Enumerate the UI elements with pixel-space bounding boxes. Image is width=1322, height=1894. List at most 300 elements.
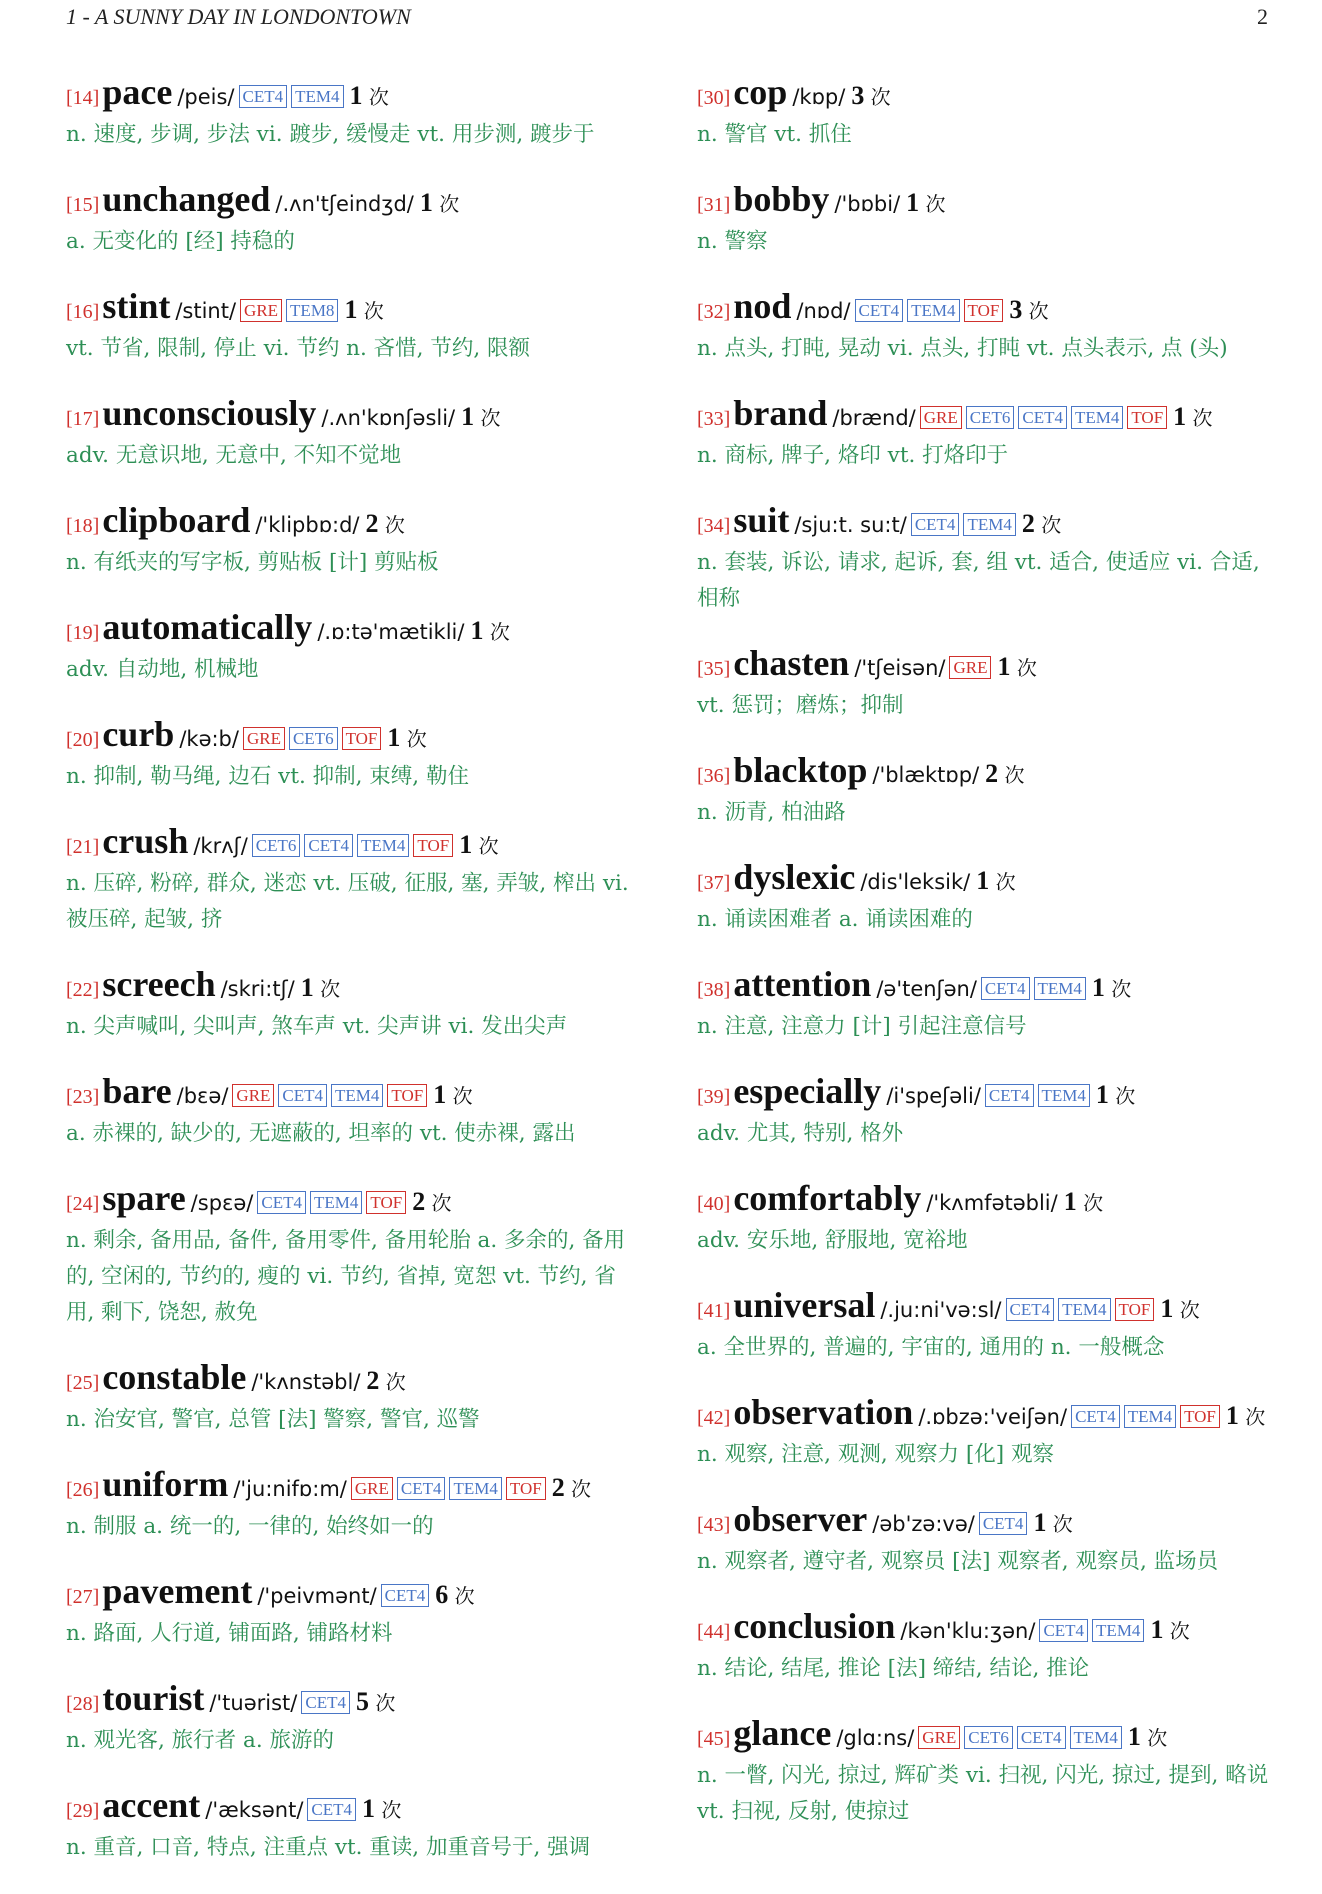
entry-index: [27] (66, 1586, 100, 1608)
occurrence-count (433, 1080, 473, 1109)
count-suffix: 次 (454, 1584, 475, 1608)
pronunciation: /krʌʃ/ (193, 834, 248, 858)
entry-headline (697, 1287, 1272, 1330)
exam-tag: GRE (949, 656, 991, 679)
entry-index: [18] (66, 515, 100, 537)
definition: a. 赤裸的, 缺少的, 无遮蔽的, 坦率的 vt. 使赤裸, 露出 (66, 1121, 576, 1146)
headword: uniform (102, 1464, 229, 1504)
exam-tag: CET4 (1017, 1726, 1066, 1749)
occurrence-count (362, 1794, 402, 1823)
count-number: 1 (419, 188, 433, 217)
occurrence-count (851, 81, 891, 110)
entry-index: [40] (697, 1193, 731, 1215)
count-number: 2 (985, 759, 999, 788)
exam-tag: CET4 (981, 977, 1030, 1000)
entry-index: [42] (697, 1407, 731, 1429)
entry-headline (66, 1180, 641, 1223)
definition: n. 治安官, 警官, 总管 [法] 警察, 警官, 巡警 (66, 1407, 480, 1432)
pronunciation: /.ʌn'kɒnʃəsli/ (321, 406, 456, 430)
definition: n. 观察, 注意, 观测, 观察力 [化] 观察 (697, 1442, 1054, 1467)
exam-tag: TEM4 (963, 513, 1015, 536)
count-suffix: 次 (381, 1798, 402, 1822)
entry-headline (66, 502, 641, 545)
entry-headline (66, 1787, 641, 1830)
headword: bare (102, 1071, 172, 1111)
definition: n. 警察 (697, 229, 768, 254)
count-suffix: 次 (1192, 406, 1213, 430)
count-number: 5 (355, 1687, 369, 1716)
count-number: 1 (387, 723, 401, 752)
count-number: 2 (365, 509, 379, 538)
exam-tag: GRE (920, 406, 962, 429)
entry-index: [30] (697, 87, 731, 109)
vocab-entry (697, 1715, 1272, 1830)
entry-headline (66, 1573, 641, 1616)
pronunciation: /peis/ (177, 85, 235, 109)
exam-tag: TEM4 (1124, 1405, 1176, 1428)
definition: n. 商标, 牌子, 烙印 vt. 打烙印于 (697, 443, 1009, 468)
exam-tag: GRE (240, 299, 282, 322)
count-suffix: 次 (1004, 763, 1025, 787)
definition: n. 警官 vt. 抓住 (697, 122, 852, 147)
count-suffix: 次 (995, 870, 1016, 894)
exam-tag: TEM4 (357, 834, 409, 857)
headword: unchanged (102, 179, 271, 219)
entry-headline (697, 288, 1272, 331)
pronunciation: /bɛə/ (176, 1084, 229, 1108)
exam-tag: TOF (387, 1084, 427, 1107)
definition: n. 观察者, 遵守者, 观察员 [法] 观察者, 观察员, 监场员 (697, 1549, 1219, 1574)
vocab-entry (697, 859, 1272, 938)
occurrence-count (1063, 1187, 1104, 1216)
exam-tag: GRE (918, 1726, 960, 1749)
exam-tag: CET4 (278, 1084, 327, 1107)
count-suffix: 次 (1083, 1191, 1104, 1215)
entry-index: [43] (697, 1514, 731, 1536)
pronunciation: /'blæktɒp/ (872, 763, 980, 787)
exam-tag: TEM4 (1058, 1298, 1110, 1321)
pronunciation: /kən'klu:ʒən/ (900, 1619, 1036, 1643)
definition: n. 剩余, 备用品, 备件, 备用零件, 备用轮胎 a. 多余的, 备用的, 空闲的, 节约的, 瘦的 vi. 节约, 省掉, 宽恕 vt. 节约, 省用, 剩下, 饶恕, 赦免 (66, 1228, 626, 1325)
vocab-entry (697, 966, 1272, 1045)
headword: comfortably (733, 1178, 922, 1218)
entry-headline (697, 74, 1272, 117)
count-suffix: 次 (478, 834, 499, 858)
headword: chasten (733, 643, 850, 683)
count-number: 1 (1063, 1187, 1077, 1216)
headword: automatically (102, 607, 313, 647)
pronunciation: /'ju:nifɒ:m/ (233, 1477, 347, 1501)
occurrence-count (1021, 509, 1062, 538)
count-suffix: 次 (452, 1084, 473, 1108)
vocab-entry (66, 74, 641, 153)
occurrence-count (300, 973, 341, 1002)
definition: n. 沥青, 柏油路 (697, 800, 846, 825)
count-number: 3 (851, 81, 865, 110)
entry-headline (66, 1073, 641, 1116)
exam-tag: TOF (366, 1191, 406, 1214)
entry-headline (697, 181, 1272, 224)
count-number: 1 (906, 188, 920, 217)
exam-tag: CET4 (1071, 1405, 1120, 1428)
pronunciation: /'kʌmfətəbli/ (926, 1191, 1058, 1215)
exam-tag: TOF (413, 834, 453, 857)
count-number: 3 (1009, 295, 1023, 324)
exam-tag: CET4 (1039, 1619, 1088, 1642)
occurrence-count (1095, 1080, 1136, 1109)
entry-index: [37] (697, 872, 731, 894)
vocab-entry (66, 1787, 641, 1866)
entry-headline (66, 1680, 641, 1723)
count-suffix: 次 (1147, 1726, 1168, 1750)
definition: n. 速度, 步调, 步法 vi. 踱步, 缓慢走 vt. 用步测, 踱步于 (66, 122, 595, 147)
occurrence-count (412, 1187, 452, 1216)
pronunciation: /.ʌn'tʃeindʒd/ (275, 192, 414, 216)
definition: n. 注意, 注意力 [计] 引起注意信号 (697, 1014, 1027, 1039)
count-number: 1 (433, 1080, 447, 1109)
definition: a. 全世界的, 普遍的, 宇宙的, 通用的 n. 一般概念 (697, 1335, 1165, 1360)
exam-tag: CET4 (1006, 1298, 1055, 1321)
pronunciation: /'klipbɒ:d/ (255, 513, 360, 537)
page-header (66, 4, 1268, 32)
occurrence-count (1225, 1401, 1266, 1430)
exam-tag: TEM4 (310, 1191, 362, 1214)
pronunciation: /'bɒbi/ (834, 192, 901, 216)
count-suffix: 次 (571, 1477, 592, 1501)
count-suffix: 次 (431, 1191, 452, 1215)
pronunciation: /dis'leksik/ (860, 870, 971, 894)
entry-index: [35] (697, 658, 731, 680)
pronunciation: /skri:tʃ/ (220, 977, 295, 1001)
count-number: 2 (551, 1473, 565, 1502)
entry-headline (66, 288, 641, 331)
left-column (66, 74, 641, 1894)
headword: blacktop (733, 750, 868, 790)
exam-tag: CET6 (252, 834, 301, 857)
entry-headline (697, 859, 1272, 902)
count-suffix: 次 (1245, 1405, 1266, 1429)
pronunciation: /brænd/ (832, 406, 916, 430)
count-number: 1 (1160, 1294, 1174, 1323)
entry-index: [22] (66, 979, 100, 1001)
vocab-entry (697, 1180, 1272, 1259)
pronunciation: /kə:b/ (179, 727, 239, 751)
vocab-entry (66, 609, 641, 688)
vocab-entry (66, 1466, 641, 1545)
definition: n. 一瞥, 闪光, 掠过, 辉矿类 vi. 扫视, 闪光, 掠过, 提到, 略说 vt. 扫视, 反射, 使掠过 (697, 1763, 1269, 1824)
count-suffix: 次 (320, 977, 341, 1001)
entry-index: [36] (697, 765, 731, 787)
exam-tag: TOF (1115, 1298, 1155, 1321)
definition: n. 重音, 口音, 特点, 注重点 vt. 重读, 加重音号于, 强调 (66, 1835, 591, 1860)
entry-index: [31] (697, 194, 731, 216)
headword: cop (733, 72, 788, 112)
entry-headline (66, 823, 641, 866)
count-number: 1 (1033, 1508, 1047, 1537)
occurrence-count (985, 759, 1025, 788)
entry-index: [20] (66, 729, 100, 751)
count-suffix: 次 (385, 1370, 406, 1394)
count-number: 2 (1021, 509, 1035, 538)
exam-tag: TOF (506, 1477, 546, 1500)
count-suffix: 次 (406, 727, 427, 751)
count-number: 1 (300, 973, 314, 1002)
vocab-entry (66, 966, 641, 1045)
vocab-entry (697, 502, 1272, 617)
occurrence-count (461, 402, 501, 431)
entry-index: [15] (66, 194, 100, 216)
entry-headline (697, 1073, 1272, 1116)
definition: n. 结论, 结尾, 推论 [法] 缔结, 结论, 推论 (697, 1656, 1090, 1681)
definition: n. 制服 a. 统一的, 一律的, 始终如一的 (66, 1514, 434, 1539)
definition: adv. 自动地, 机械地 (66, 657, 259, 682)
entry-index: [23] (66, 1086, 100, 1108)
definition: adv. 尤其, 特别, 格外 (697, 1121, 904, 1146)
pronunciation: /glɑ:ns/ (836, 1726, 915, 1750)
occurrence-count (344, 295, 384, 324)
vocab-entry (66, 1680, 641, 1759)
pronunciation: /ə'tenʃən/ (876, 977, 977, 1001)
pronunciation: /.ɒ:tə'mætikli/ (317, 620, 465, 644)
pronunciation: /əb'zə:və/ (872, 1512, 975, 1536)
occurrence-count (459, 830, 499, 859)
entry-headline (66, 395, 641, 438)
headword: stint (102, 286, 171, 326)
occurrence-count (419, 188, 460, 217)
exam-tag: CET6 (964, 1726, 1013, 1749)
entry-headline (66, 1466, 641, 1509)
pronunciation: /'kʌnstəbl/ (251, 1370, 361, 1394)
occurrence-count (551, 1473, 592, 1502)
pronunciation: /'æksənt/ (205, 1798, 304, 1822)
definition: a. 无变化的 [经] 持稳的 (66, 229, 295, 254)
pronunciation: /spɛə/ (190, 1191, 254, 1215)
entry-index: [45] (697, 1728, 731, 1750)
exam-tag: CET4 (239, 85, 288, 108)
headword: unconsciously (102, 393, 317, 433)
entry-headline (697, 1394, 1272, 1437)
count-number: 1 (470, 616, 484, 645)
exam-tag: TEM4 (1038, 1084, 1090, 1107)
entry-index: [41] (697, 1300, 731, 1322)
vocab-entry (66, 1359, 641, 1438)
count-suffix: 次 (1052, 1512, 1073, 1536)
exam-tag: TOF (1180, 1405, 1220, 1428)
vocab-entry (697, 74, 1272, 153)
definition: vt. 惩罚；磨炼；抑制 (697, 693, 904, 718)
vocab-entry (66, 1180, 641, 1331)
headword: especially (733, 1071, 882, 1111)
occurrence-count (1160, 1294, 1200, 1323)
headword: observation (733, 1392, 914, 1432)
occurrence-count (1127, 1722, 1168, 1751)
exam-tag: GRE (232, 1084, 274, 1107)
headword: brand (733, 393, 828, 433)
count-number: 2 (366, 1366, 380, 1395)
vocab-entry (697, 1287, 1272, 1366)
vocab-entry (66, 395, 641, 474)
entry-headline (66, 181, 641, 224)
count-number: 1 (1095, 1080, 1109, 1109)
count-number: 1 (976, 866, 990, 895)
occurrence-count (355, 1687, 396, 1716)
headword: observer (733, 1499, 868, 1539)
occurrence-count (365, 509, 405, 538)
definition: n. 有纸夹的写字板, 剪贴板 [计] 剪贴板 (66, 550, 439, 575)
exam-tag: TEM4 (1070, 1726, 1122, 1749)
count-number: 1 (997, 652, 1011, 681)
occurrence-count (976, 866, 1016, 895)
entry-index: [21] (66, 836, 100, 858)
entry-index: [25] (66, 1372, 100, 1394)
occurrence-count (349, 81, 389, 110)
occurrence-count (1091, 973, 1132, 1002)
exam-tag: CET4 (855, 299, 904, 322)
headword: conclusion (733, 1606, 896, 1646)
entry-index: [28] (66, 1693, 100, 1715)
entry-headline (697, 395, 1272, 438)
vocab-entry (66, 823, 641, 938)
exam-tag: CET4 (307, 1798, 356, 1821)
exam-tag: TEM4 (331, 1084, 383, 1107)
headword: crush (102, 821, 189, 861)
count-suffix: 次 (384, 513, 405, 537)
definition: n. 诵读困难者 a. 诵读困难的 (697, 907, 973, 932)
headword: nod (733, 286, 792, 326)
count-suffix: 次 (368, 85, 389, 109)
vocab-entry (66, 181, 641, 260)
count-number: 6 (435, 1580, 449, 1609)
chapter-title: 1 - A SUNNY DAY IN LONDONTOWN (66, 4, 411, 29)
definition: vt. 节省, 限制, 停止 vi. 节约 n. 吝惜, 节约, 限额 (66, 336, 531, 361)
definition: n. 套装, 诉讼, 请求, 起诉, 套, 组 vt. 适合, 使适应 vi. 合适, 相称 (697, 550, 1260, 611)
vocab-entry (697, 181, 1272, 260)
vocab-entry (697, 645, 1272, 724)
headword: screech (102, 964, 216, 1004)
count-suffix: 次 (1169, 1619, 1190, 1643)
entry-index: [24] (66, 1193, 100, 1215)
count-suffix: 次 (439, 192, 460, 216)
entry-headline (66, 716, 641, 759)
definition: adv. 安乐地, 舒服地, 宽裕地 (697, 1228, 968, 1253)
entry-headline (66, 609, 641, 652)
vocab-entry (697, 1501, 1272, 1580)
exam-tag: CET4 (304, 834, 353, 857)
count-number: 1 (1150, 1615, 1164, 1644)
exam-tag: CET4 (381, 1584, 430, 1607)
exam-tag: TEM4 (1034, 977, 1086, 1000)
count-number: 1 (1173, 402, 1187, 431)
exam-tag: TOF (964, 299, 1004, 322)
entry-headline (66, 74, 641, 117)
pronunciation: /'tʃeisən/ (854, 656, 946, 680)
vocab-entry (66, 1573, 641, 1652)
headword: curb (102, 714, 175, 754)
vocab-entry (66, 288, 641, 367)
pronunciation: /i'speʃəli/ (886, 1084, 981, 1108)
occurrence-count (1033, 1508, 1073, 1537)
entry-index: [17] (66, 408, 100, 430)
exam-tag: CET6 (966, 406, 1015, 429)
entry-index: [39] (697, 1086, 731, 1108)
exam-tag: CET4 (301, 1691, 350, 1714)
occurrence-count (1150, 1615, 1190, 1644)
entry-index: [32] (697, 301, 731, 323)
exam-tag: CET6 (289, 727, 338, 750)
pronunciation: /sju:t. su:t/ (794, 513, 907, 537)
count-suffix: 次 (925, 192, 946, 216)
entry-headline (697, 1501, 1272, 1544)
entry-index: [33] (697, 408, 731, 430)
headword: tourist (102, 1678, 205, 1718)
vocab-entry (66, 716, 641, 795)
occurrence-count (1009, 295, 1049, 324)
entry-headline (66, 966, 641, 1009)
count-suffix: 次 (1111, 977, 1132, 1001)
vocab-entry (66, 1073, 641, 1152)
entry-index: [14] (66, 87, 100, 109)
entry-headline (697, 1180, 1272, 1223)
vocab-entry (697, 1608, 1272, 1687)
pronunciation: /kɒp/ (792, 85, 846, 109)
count-number: 1 (349, 81, 363, 110)
headword: constable (102, 1357, 247, 1397)
count-suffix: 次 (480, 406, 501, 430)
definition: adv. 无意识地, 无意中, 不知不觉地 (66, 443, 402, 468)
count-number: 2 (412, 1187, 426, 1216)
entry-index: [34] (697, 515, 731, 537)
headword: pace (102, 72, 173, 112)
entry-index: [19] (66, 622, 100, 644)
exam-tag: CET4 (1018, 406, 1067, 429)
occurrence-count (906, 188, 946, 217)
exam-tag: GRE (351, 1477, 393, 1500)
headword: glance (733, 1713, 832, 1753)
exam-tag: TEM8 (286, 299, 338, 322)
definition: n. 路面, 人行道, 铺面路, 铺路材料 (66, 1621, 393, 1646)
exam-tag: TEM4 (1071, 406, 1123, 429)
occurrence-count (366, 1366, 406, 1395)
count-number: 1 (1225, 1401, 1239, 1430)
count-suffix: 次 (1016, 656, 1037, 680)
exam-tag: TEM4 (291, 85, 343, 108)
exam-tag: CET4 (257, 1191, 306, 1214)
entry-headline (697, 645, 1272, 688)
headword: accent (102, 1785, 201, 1825)
entry-headline (697, 966, 1272, 1009)
headword: attention (733, 964, 872, 1004)
vocab-entry (697, 288, 1272, 367)
definition: n. 观光客, 旅行者 a. 旅游的 (66, 1728, 335, 1753)
count-suffix: 次 (363, 299, 384, 323)
vocab-entry (66, 502, 641, 581)
headword: spare (102, 1178, 186, 1218)
pronunciation: /'tuərist/ (209, 1691, 298, 1715)
occurrence-count (435, 1580, 475, 1609)
count-number: 1 (1127, 1722, 1141, 1751)
occurrence-count (997, 652, 1037, 681)
count-suffix: 次 (1179, 1298, 1200, 1322)
count-suffix: 次 (870, 85, 891, 109)
exam-tag: CET4 (985, 1084, 1034, 1107)
definition: n. 抑制, 勒马绳, 边石 vt. 抑制, 束缚, 勒住 (66, 764, 469, 789)
exam-tag: CET4 (911, 513, 960, 536)
pronunciation: /stint/ (175, 299, 237, 323)
pronunciation: /nɒd/ (796, 299, 851, 323)
vocab-entry (697, 1394, 1272, 1473)
entry-headline (697, 1715, 1272, 1758)
vocab-entry (697, 395, 1272, 474)
